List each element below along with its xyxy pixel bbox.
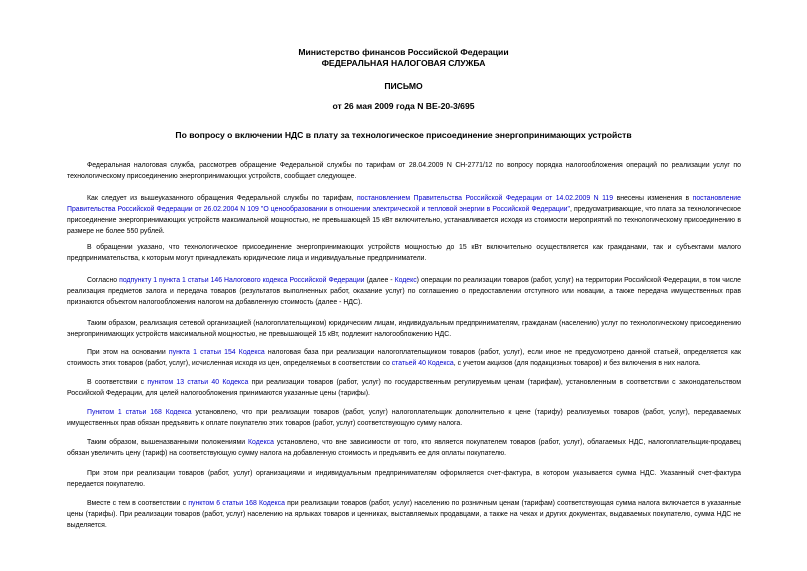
paragraph-text: внесены изменения в [613, 195, 693, 202]
paragraph-text: при реализации товаров (работ, услуг) по государственным регулируемым ценам (тарифам), установленным в соответствии с законодательством Российской Федерации, для целей налогообложения принимаются указанные цены (тарифы). [67, 379, 741, 398]
link-tax-code-2[interactable]: Кодекса [248, 439, 274, 446]
ministry-title: Министерство финансов Российской Федерации [298, 47, 509, 57]
paragraph-text: при реализации товаров (работ, услуг) населению по розничным ценам (тарифам) соответствующая сумма налога включается в указанные цены (тарифы). При реализации товаров (работ, услуг) населению на ярлыках товаров и ценниках, выставляемых продавцами, а также на чеках и других документах, выдаваемых покупателю, сумма НДС не выделяется. [67, 500, 741, 530]
paragraph-9 [67, 437, 741, 459]
link-article-168-p1[interactable]: Пунктом 1 статьи 168 Кодекса [87, 409, 192, 416]
paragraph-text: , предусматривающие, что плата за технологическое присоединение энергопринимающих устройств максимальной мощностью, не превышающей 15 кВт включительно, устанавливается исходя из стоимости мероприятий по технологическому присоединению в размере не более 550 рублей. [67, 206, 741, 236]
paragraph-10 [67, 468, 741, 490]
link-tax-code[interactable]: Кодекс [394, 277, 417, 284]
paragraph-text: В соответствии с [87, 379, 148, 386]
paragraph-text: Согласно [87, 277, 120, 284]
link-resolution-119[interactable]: постановлением Правительства Российской Федерации от 14.02.2009 N 119 [356, 195, 614, 202]
link-article-40[interactable]: статьей 40 Кодекса [391, 360, 454, 368]
paragraph-text: При этом при реализации товаров (работ, услуг) организациями и индивидуальным предпринимателям оформляется счет-фактура, в котором указывается сумма НДС. Указанный счет-фактура передается покупателю. [67, 470, 741, 489]
paragraph-text: установлено, что при реализации товаров (работ, услуг) налогоплательщик дополнительно к цене (тарифу) реализуемых товаров (работ, услуг), передаваемых имущественных прав обязан предъявить к оплате покупателю этих товаров (работ, услуг) соответствующую сумму налога. [67, 409, 741, 428]
paragraph-text: Таким образом, вышеназванными положениями [87, 439, 249, 446]
paragraph-text: Как следует из вышеуказанного обращения Федеральной службы по тарифам, [87, 195, 357, 202]
paragraph-text: , с учетом акцизов (для подакцизных товаров) и без включения в них налога. [453, 360, 701, 368]
paragraph-text: налоговая база при реализации налогоплательщиком товаров (работ, услуг), если иное не предусмотрено данной статьей, определяется как стоимость этих товаров (работ, услуг), исчисленная исходя из цен, определяемых в соответствии со [67, 349, 741, 368]
paragraph-text: ) операции по реализации товаров (работ, услуг) на территории Российской Федерации, в том числе реализация предметов залога и передача товаров (результатов выполненных работ, оказание услуг) по соглашению о предоставлении отступного или новации, а также передача имущественных прав признаются объектом налогообложения налогом на добавленную стоимость (далее - НДС). [67, 277, 741, 307]
paragraph-3 [67, 242, 741, 264]
service-title: ФЕДЕРАЛЬНАЯ НАЛОГОВАЯ СЛУЖБА [321, 58, 486, 68]
link-article-168-p6[interactable]: пунктом 6 статьи 168 Кодекса [188, 500, 285, 507]
paragraph-2 [67, 193, 741, 237]
link-article-40-p13[interactable]: пунктом 13 статьи 40 Кодекса [147, 379, 249, 386]
paragraph-text: установлено, что вне зависимости от того, кто является покупателем товаров (работ, услуг), облагаемых НДС, налогоплательщик-продавец обязан увеличить цену (тариф) на соответствующую сумму налога на добавленную стоимость и предъявить ее для оплаты покупателю. [67, 439, 741, 458]
link-resolution-109[interactable]: постановление Правительства Российской Федерации от 26.02.2004 N 109 "О ценообразовании в отношении электрической и тепловой энергии в Российской Федерации" [67, 195, 741, 214]
paragraph-text: Федеральная налоговая служба, рассмотрев обращение Федеральной службы по тарифам от 28.04.2009 N СН-2771/12 по вопросу порядка налогообложения операций по реализации услуг по технологическому присоединению энергопринимающих устройств, сообщает следующее. [67, 162, 741, 181]
document-subject: По вопросу о включении НДС в плату за технологическое присоединение энергопринимающих устройств [175, 130, 632, 140]
paragraph-5 [67, 318, 741, 340]
paragraph-1 [67, 160, 741, 182]
paragraph-7 [67, 377, 741, 399]
paragraph-8 [67, 407, 741, 429]
document-type: ПИСЬМО [384, 81, 423, 91]
paragraph-text: В обращении указано, что технологическое присоединение энергопринимающих устройств мощностью до 15 кВт включительно осуществляется как гражданами, так и субъектами малого предпринимательства, к которым могут принадлежать юридические лица и индивидуальные предприниматели. [67, 244, 741, 263]
paragraph-text: (далее - [364, 277, 395, 284]
paragraph-4 [67, 275, 741, 308]
paragraph-text: При этом на основании [87, 349, 169, 356]
paragraph-11 [67, 498, 741, 531]
link-tax-code-146[interactable]: подпункту 1 пункта 1 статьи 146 Налогового кодекса Российской Федерации [119, 277, 365, 284]
paragraph-6 [67, 347, 741, 369]
paragraph-text: Таким образом, реализация сетевой организацией (налогоплательщиком) юридическим лицам, индивидуальным предпринимателям, гражданам (населению) услуг по технологическому присоединению энергопринимающих устройств максимальной мощностью, не превышающей 15 кВт, подлежит налогообложению НДС. [67, 320, 741, 339]
paragraph-text: Вместе с тем в соответствии с [87, 500, 189, 507]
link-article-154[interactable]: пункта 1 статьи 154 Кодекса [168, 349, 265, 356]
document-date-number: от 26 мая 2009 года N ВЕ-20-3/695 [332, 101, 475, 111]
